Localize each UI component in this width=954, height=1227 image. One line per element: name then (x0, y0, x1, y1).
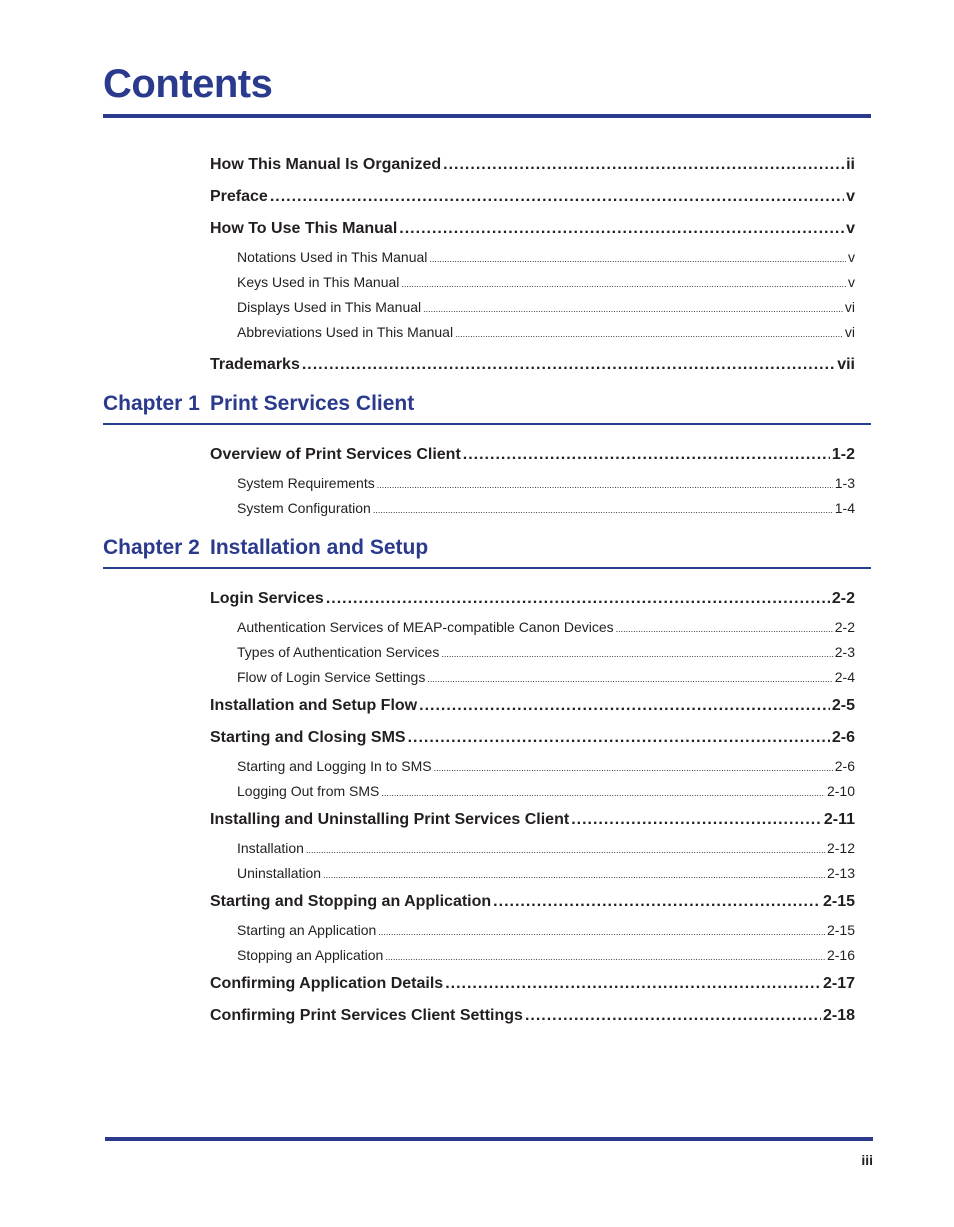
toc-entry-title: System Requirements (237, 475, 375, 491)
chapter-rule (103, 567, 871, 569)
dot-leader (270, 181, 844, 213)
toc-entry-title: Installation and Setup Flow (210, 697, 418, 714)
dot-leader (443, 149, 844, 181)
toc-entry-page: vi (844, 324, 855, 340)
dot-leader (525, 1000, 821, 1032)
toc-entry-title: Starting an Application (237, 922, 377, 938)
toc-entry-page: 1-2 (831, 446, 855, 463)
footer-rule (105, 1137, 873, 1141)
toc-entry[interactable] (210, 439, 855, 471)
toc-subentry[interactable] (210, 861, 855, 886)
toc-entry-title: Notations Used in This Manual (237, 249, 428, 265)
toc-entry-page: 2-13 (826, 865, 855, 881)
chapter-2-heading[interactable] (103, 536, 871, 570)
dot-leader (423, 297, 843, 320)
toc-entry[interactable] (210, 213, 855, 245)
toc-entry-title: Types of Authentication Services (237, 644, 440, 660)
toc-entry-title: Overview of Print Services Client (210, 446, 461, 463)
toc-entry[interactable] (210, 1000, 855, 1032)
toc-entry-title: System Configuration (237, 500, 371, 516)
toc-entry-page: 2-4 (834, 669, 855, 685)
toc-entry-page: 2-18 (822, 1007, 855, 1024)
dot-leader (302, 349, 835, 381)
dot-leader (408, 722, 830, 754)
toc-entry-title: Logging Out from SMS (237, 783, 380, 799)
toc-entry-title: Stopping an Application (237, 947, 384, 963)
toc-entry[interactable] (210, 690, 855, 722)
toc-entry-page: 2-12 (826, 840, 855, 856)
toc-entry-page: 2-17 (822, 975, 855, 992)
dot-leader (616, 617, 833, 640)
page-number: iii (861, 1152, 873, 1168)
toc-entry-page: 2-15 (822, 893, 855, 910)
page-title: Contents (103, 62, 273, 106)
toc-entry[interactable] (210, 968, 855, 1000)
toc-entry-title: Keys Used in This Manual (237, 274, 400, 290)
toc-entry-page: vi (844, 299, 855, 315)
toc-entry-title: How This Manual Is Organized (210, 156, 442, 173)
chapter-2-list (210, 583, 855, 1032)
dot-leader (377, 473, 833, 496)
toc-entry-title: Displays Used in This Manual (237, 299, 422, 315)
toc-entry[interactable] (210, 149, 855, 181)
dot-leader (455, 322, 843, 345)
dot-leader (373, 498, 833, 521)
toc-subentry[interactable] (210, 943, 855, 968)
toc-entry[interactable] (210, 349, 855, 381)
toc-entry-title: Installing and Uninstalling Print Services Client (210, 811, 570, 828)
toc-entry-page: 2-5 (831, 697, 855, 714)
toc-entry-page: vii (837, 356, 855, 373)
toc-entry-page: 2-11 (823, 811, 855, 828)
toc-entry-title: How To Use This Manual (210, 220, 398, 237)
toc-entry-page: 2-16 (826, 947, 855, 963)
toc-entry-title: Trademarks (210, 356, 300, 373)
dot-leader (493, 886, 821, 918)
toc-entry-page: v (846, 220, 855, 237)
toc-entry-title: Confirming Application Details (210, 975, 444, 992)
title-rule (103, 114, 871, 118)
toc-entry-page: 2-10 (826, 783, 855, 799)
toc-entry-page: 1-3 (834, 475, 855, 491)
chapter-1-list (210, 439, 855, 521)
toc-entry-page: 2-15 (826, 922, 855, 938)
toc-entry-title: Starting and Logging In to SMS (237, 758, 432, 774)
dot-leader (306, 838, 825, 861)
dot-leader (326, 583, 830, 615)
toc-entry-title: Login Services (210, 590, 324, 607)
dot-leader (419, 690, 830, 722)
chapter-1-heading[interactable] (103, 392, 871, 426)
chapter-number: Chapter 2 (103, 536, 200, 559)
toc-entry-title: Preface (210, 188, 268, 205)
dot-leader (427, 667, 832, 690)
toc-entry-title: Installation (237, 840, 304, 856)
toc-entry-page: ii (846, 156, 855, 173)
toc-subentry[interactable] (210, 496, 855, 521)
dot-leader (378, 920, 825, 943)
toc-subentry[interactable] (210, 665, 855, 690)
toc-entry-page: v (846, 188, 855, 205)
toc-entry-page: 2-2 (834, 619, 855, 635)
toc-subentry[interactable] (210, 320, 855, 345)
toc-entry-title: Flow of Login Service Settings (237, 669, 426, 685)
dot-leader (463, 439, 830, 471)
toc-subentry[interactable] (210, 918, 855, 943)
toc-entry-title: Authentication Services of MEAP-compatible Canon Devices (237, 619, 614, 635)
toc-subentry[interactable] (210, 640, 855, 665)
toc-entry-title: Abbreviations Used in This Manual (237, 324, 454, 340)
toc-entry-title: Starting and Closing SMS (210, 729, 406, 746)
toc-subentry[interactable] (210, 779, 855, 804)
dot-leader (401, 272, 846, 295)
dot-leader (381, 781, 825, 804)
toc-subentry[interactable] (210, 270, 855, 295)
toc-entry[interactable] (210, 722, 855, 754)
dot-leader (429, 247, 846, 270)
toc-entry[interactable] (210, 886, 855, 918)
chapter-number: Chapter 1 (103, 392, 200, 415)
chapter-rule (103, 423, 871, 425)
dot-leader (399, 213, 844, 245)
toc-entry-page: v (848, 274, 855, 290)
toc-entry[interactable] (210, 804, 855, 836)
dot-leader (571, 804, 822, 836)
toc-subentry[interactable] (210, 836, 855, 861)
dot-leader (445, 968, 821, 1000)
toc-entry-page: 2-3 (834, 644, 855, 660)
toc-subentry[interactable] (210, 295, 855, 320)
dot-leader (434, 756, 833, 779)
toc-entry-page: v (848, 249, 855, 265)
toc-entry-page: 2-6 (831, 729, 855, 746)
toc-entry-title: Starting and Stopping an Application (210, 893, 492, 910)
dot-leader (323, 863, 825, 886)
toc-subentry[interactable] (210, 245, 855, 270)
toc-entry[interactable] (210, 583, 855, 615)
toc-entry-page: 1-4 (834, 500, 855, 516)
toc-entry-title: Uninstallation (237, 865, 322, 881)
toc-entry-page: 2-2 (831, 590, 855, 607)
toc-subentry[interactable] (210, 754, 855, 779)
toc-entry[interactable] (210, 181, 855, 213)
toc-subentry[interactable] (210, 615, 855, 640)
toc-subentry[interactable] (210, 471, 855, 496)
front-matter-list (210, 149, 855, 381)
chapter-title: Print Services Client (210, 392, 415, 415)
toc-entry-title: Confirming Print Services Client Settings (210, 1007, 523, 1024)
dot-leader (441, 642, 832, 665)
toc-entry-page: 2-6 (834, 758, 855, 774)
dot-leader (385, 945, 825, 968)
chapter-title: Installation and Setup (210, 536, 429, 559)
